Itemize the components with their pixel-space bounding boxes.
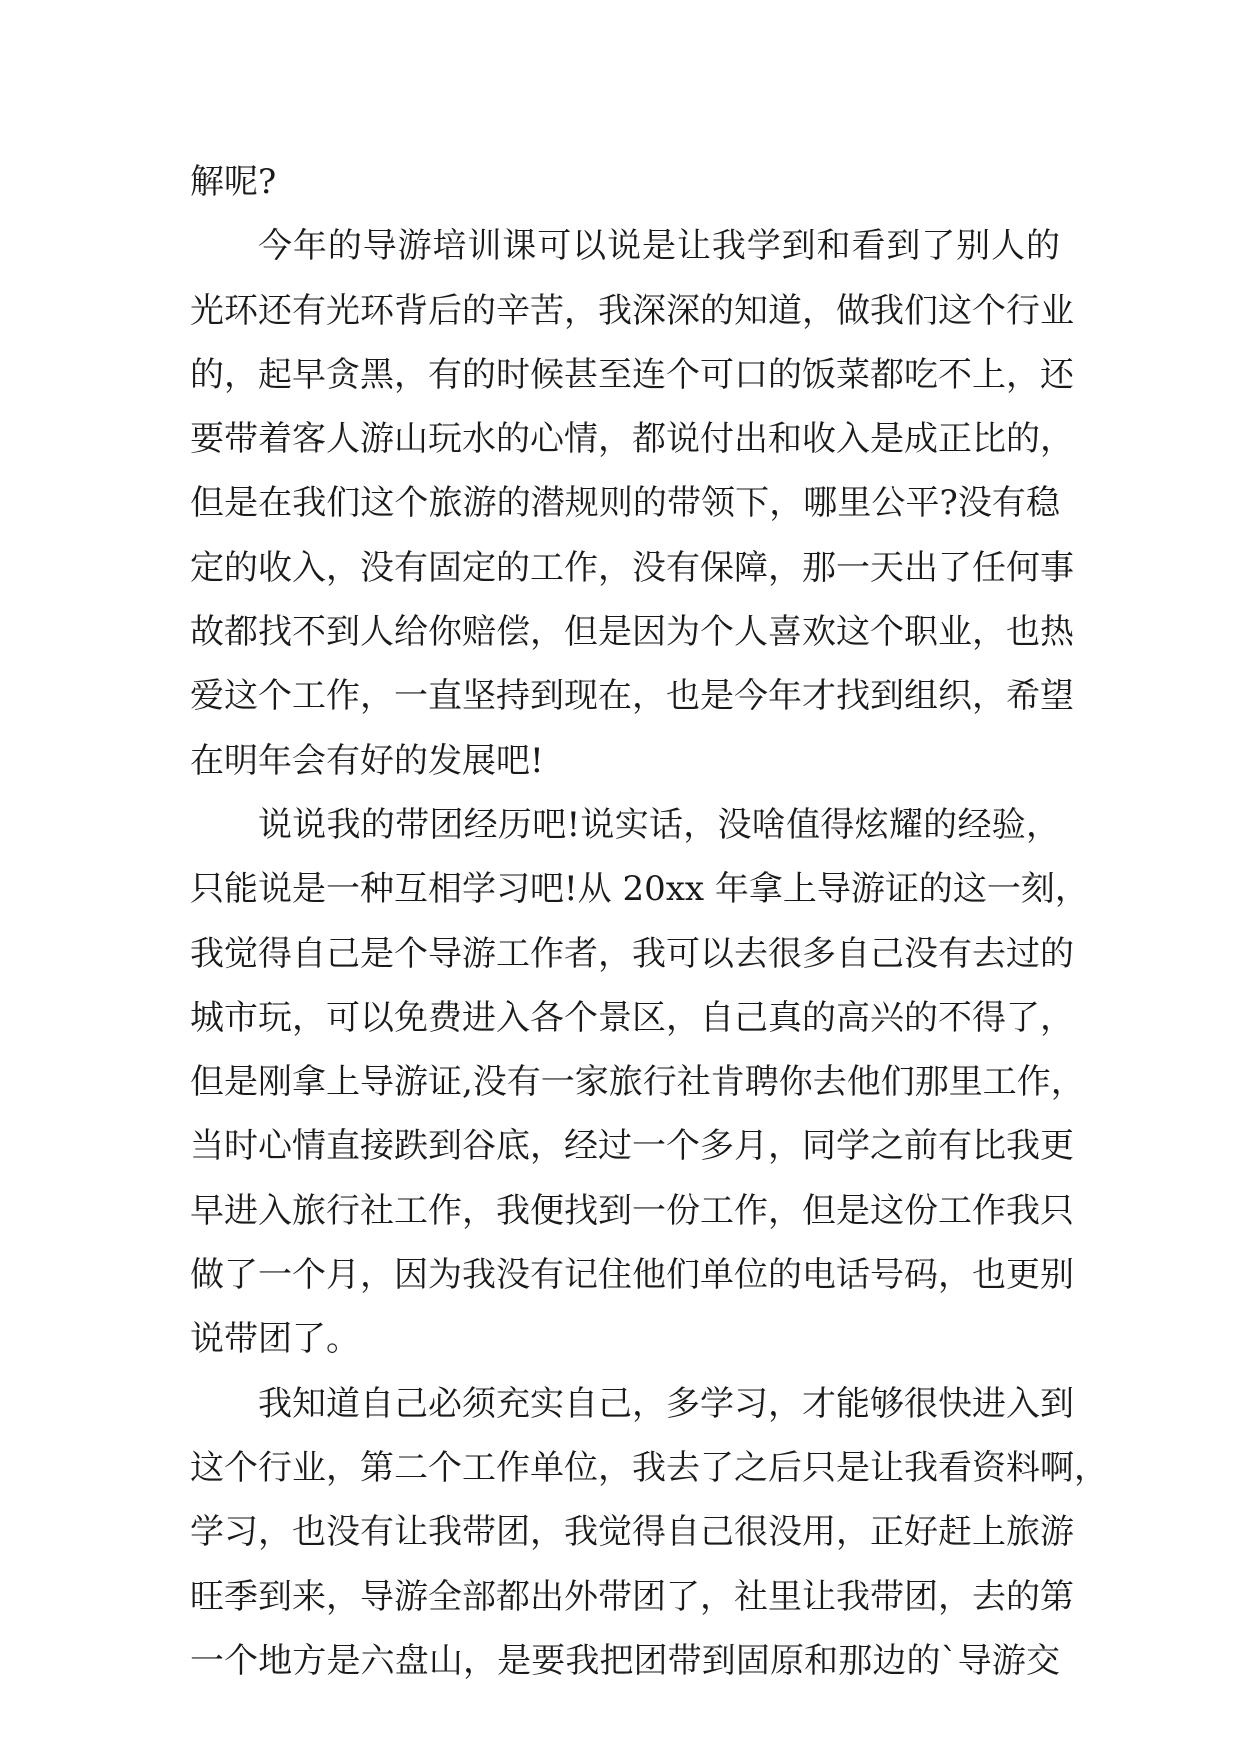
text-line: 光环还有光环背后的辛苦，我深深的知道，做我们这个行业: [190, 290, 1074, 331]
text-line: 做了一个月，因为我没有记住他们单位的电话号码，也更别: [190, 1255, 1074, 1296]
text-line: 一个地方是六盘山，是要我把团带到固原和那边的`导游交: [190, 1640, 1060, 1681]
text-line: 爱这个工作，一直坚持到现在，也是今年才找到组织，希望: [190, 676, 1074, 717]
text-line: 说带团了。: [190, 1319, 360, 1360]
text-line: 说说我的带团经历吧!说实话，没啥值得炫耀的经验，: [258, 804, 1060, 845]
text-line: 解呢?: [190, 162, 277, 202]
text-line: 定的收入，没有固定的工作，没有保障，那一天出了任何事: [190, 547, 1074, 588]
text-line: 故都找不到人给你赔偿，但是因为个人喜欢这个职业，也热: [190, 612, 1074, 653]
text-line: 但是在我们这个旅游的潜规则的带领下，哪里公平?没有稳: [190, 483, 1060, 524]
text-line: 我觉得自己是个导游工作者，我可以去很多自己没有去过的: [190, 933, 1074, 974]
text-line: 这个行业，第二个工作单位，我去了之后只是让我看资料啊，: [190, 1447, 1108, 1488]
text-line: 在明年会有好的发展吧!: [190, 740, 544, 781]
text-line: 只能说是一种互相学习吧!从 20xx 年拿上导游证的这一刻，: [190, 869, 1089, 910]
text-line: 城市玩，可以免费进入各个景区，自己真的高兴的不得了，: [190, 997, 1074, 1038]
text-line: 早进入旅行社工作，我便找到一份工作，但是这份工作我只: [190, 1190, 1074, 1231]
text-line: 但是刚拿上导游证,没有一家旅行社肯聘你去他们那里工作，: [190, 1062, 1085, 1103]
body-text: [190, 150, 1108, 1693]
text-line: 要带着客人游山玩水的心情，都说付出和收入是成正比的，: [190, 419, 1074, 460]
text-line: 今年的导游培训课可以说是让我学到和看到了别人的: [258, 226, 1060, 267]
text-line: 学习，也没有让我带团，我觉得自己很没用，正好赶上旅游: [190, 1512, 1074, 1553]
text-line: 当时心情直接跌到谷底，经过一个多月，同学之前有比我更: [190, 1126, 1074, 1167]
text-line: 我知道自己必须充实自己，多学习，才能够很快进入到: [258, 1383, 1074, 1424]
text-line: 旺季到来，导游全部都出外带团了，社里让我带团，去的第: [190, 1576, 1074, 1617]
text-line: 的，起早贪黑，有的时候甚至连个可口的饭菜都吃不上，还: [190, 354, 1074, 395]
